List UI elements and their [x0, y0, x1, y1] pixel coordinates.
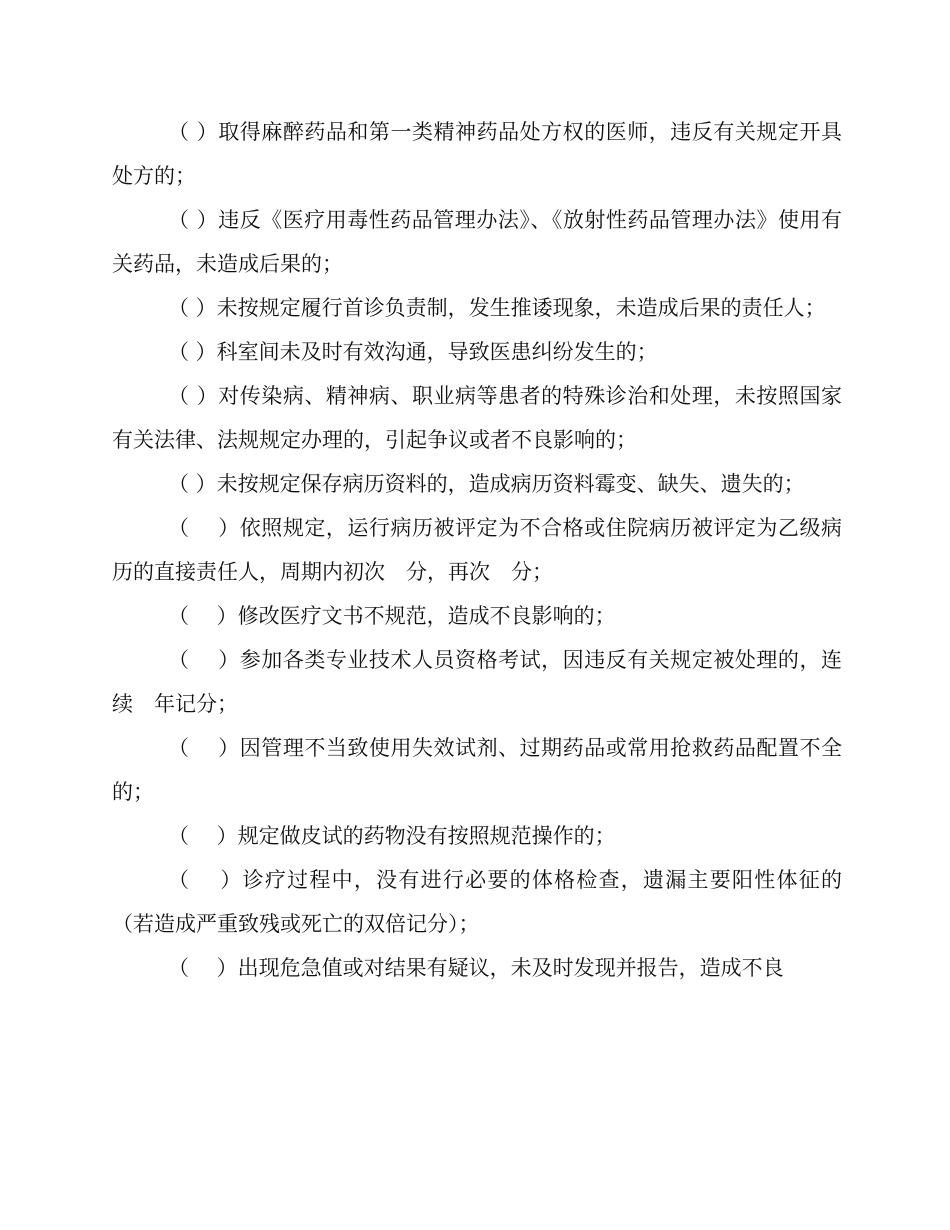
paragraph-2: （ ）违反《医疗用毒性药品管理办法》、《放射性药品管理办法》使用有关药品，未造成后果的；: [112, 208, 842, 276]
paragraph-5: （ ）对传染病、精神病、职业病等患者的特殊诊治和处理，未按照国家有关法律、法规规定办理的，引起争议或者不良影响的；: [112, 384, 842, 452]
paragraph-9: （ ）参加各类专业技术人员资格考试，因违反有关规定被处理的，连续 年记分；: [112, 648, 842, 716]
paragraph-7: （ ）依照规定，运行病历被评定为不合格或住院病历被评定为乙级病历的直接责任人，周期内初次 分，再次 分；: [112, 516, 842, 584]
paragraph-13: （ ）出现危急值或对结果有疑议，未及时发现并报告，造成不良: [168, 956, 784, 980]
paragraph-11: （ ）规定做皮试的药物没有按照规范操作的；: [168, 824, 616, 848]
document-body: [112, 110, 842, 990]
paragraph-8: （ ）修改医疗文书不规范，造成不良影响的；: [168, 604, 616, 628]
paragraph-4: （ ）科室间未及时有效沟通，导致医患纠纷发生的；: [168, 340, 658, 364]
paragraph-3: （ ）未按规定履行首诊负责制，发生推诿现象，未造成后果的责任人；: [168, 296, 826, 320]
paragraph-1: （ ）取得麻醉药品和第一类精神药品处方权的医师，违反有关规定开具处方的；: [112, 120, 842, 188]
paragraph-12: （ ）诊疗过程中，没有进行必要的体格检查，遗漏主要阳性体征的（若造成严重致残或死亡的双倍记分）；: [112, 868, 842, 936]
paragraph-6: （ ）未按规定保存病历资料的，造成病历资料霉变、缺失、遗失的；: [168, 472, 805, 496]
paragraph-10: （ ）因管理不当致使用失效试剂、过期药品或常用抢救药品配置不全的；: [112, 736, 842, 804]
